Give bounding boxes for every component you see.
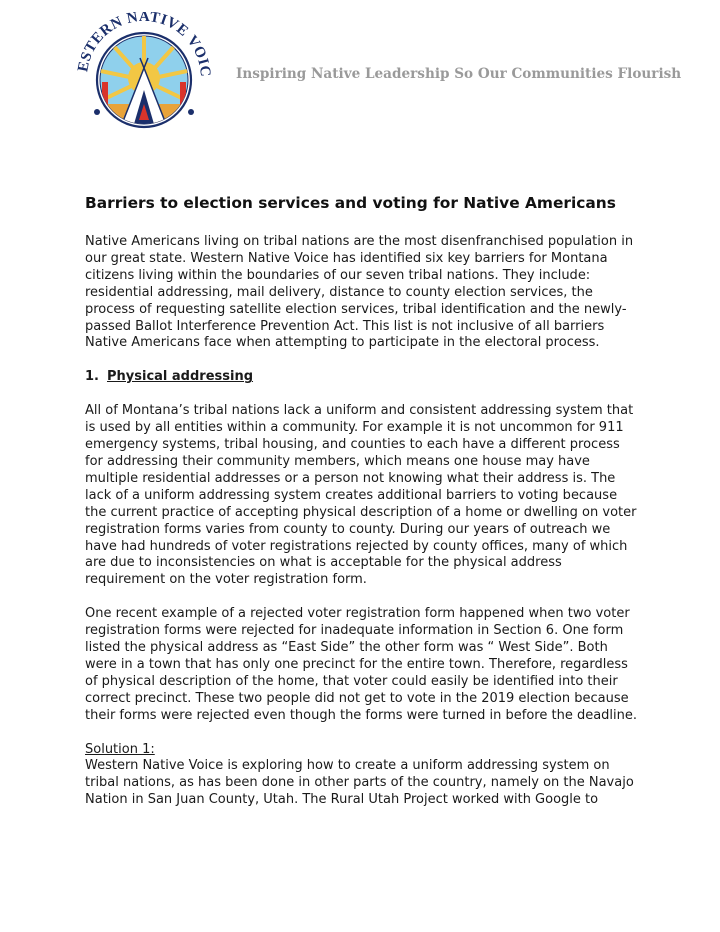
intro-paragraph: Native Americans living on tribal nations are the most disenfranchised population in our great state. Western Native Voice has identified six key barriers for Montana citizens living within the boundaries of our seven tribal nations. They include: residential addressing, mail delivery, distance to county election services, the process of requesting satellite election services, tribal identification and the newly-passed Ballot Interference Prevention Act. This list is not inclusive of all barriers Native Americans face when attempting to participate in the electoral process. xyxy=(85,234,634,351)
solution-1-block xyxy=(85,742,640,810)
document-body xyxy=(85,192,640,809)
section-1-number: 1. xyxy=(85,369,99,385)
letterhead xyxy=(0,0,720,160)
section-1-paragraph-2: One recent example of a rejected voter registration form happened when two voter registration forms were rejected for inadequate information in Section 6. One form listed the physical address as “East Side” the other form was “ West Side”. Both were in a town that has only one precinct for the entire town. Therefore, regardless of physical description of the home, that voter could easily be identified into their correct precinct. These two people did not get to vote in the 2019 election because their forms were rejected even though the forms were turned in before the deadline. xyxy=(85,606,638,723)
section-1-paragraph-1: All of Montana’s tribal nations lack a uniform and consistent addressing system that is used by all entities within a community. For example it is not uncommon for 911 emergency systems, tribal housing, and counties to each have a different process for addressing their community members, which means one house may have multiple residential addresses or a person not knowing what their address is. The lack of a uniform addressing system creates additional barriers to voting because the current practice of accepting physical description of a home or dwelling on voter registration forms varies from county to county. During our years of outreach we have had hundreds of voter registrations rejected by county offices, many of which are due to inconsistencies on what is acceptable for the physical address requirement on the voter registration form. xyxy=(85,403,637,588)
solution-1-label: Solution 1: xyxy=(85,741,155,757)
svg-text:WESTERN NATIVE VOICE: ESTERN NATIVE VOIC xyxy=(75,12,214,78)
western-native-voice-logo xyxy=(70,12,220,142)
document-title: Barriers to election services and voting for Native Americans xyxy=(85,194,616,212)
section-1-heading xyxy=(85,369,640,386)
section-1-title: Physical addressing xyxy=(107,369,254,385)
solution-1-text: Western Native Voice is exploring how to create a uniform addressing system on tribal nations, as has been done in other parts of the country, namely on the Navajo Nation in San Juan County, Utah. The Rural Utah Project worked with Google to xyxy=(85,758,634,808)
tagline: Inspiring Native Leadership So Our Communities Flourish xyxy=(236,66,682,82)
